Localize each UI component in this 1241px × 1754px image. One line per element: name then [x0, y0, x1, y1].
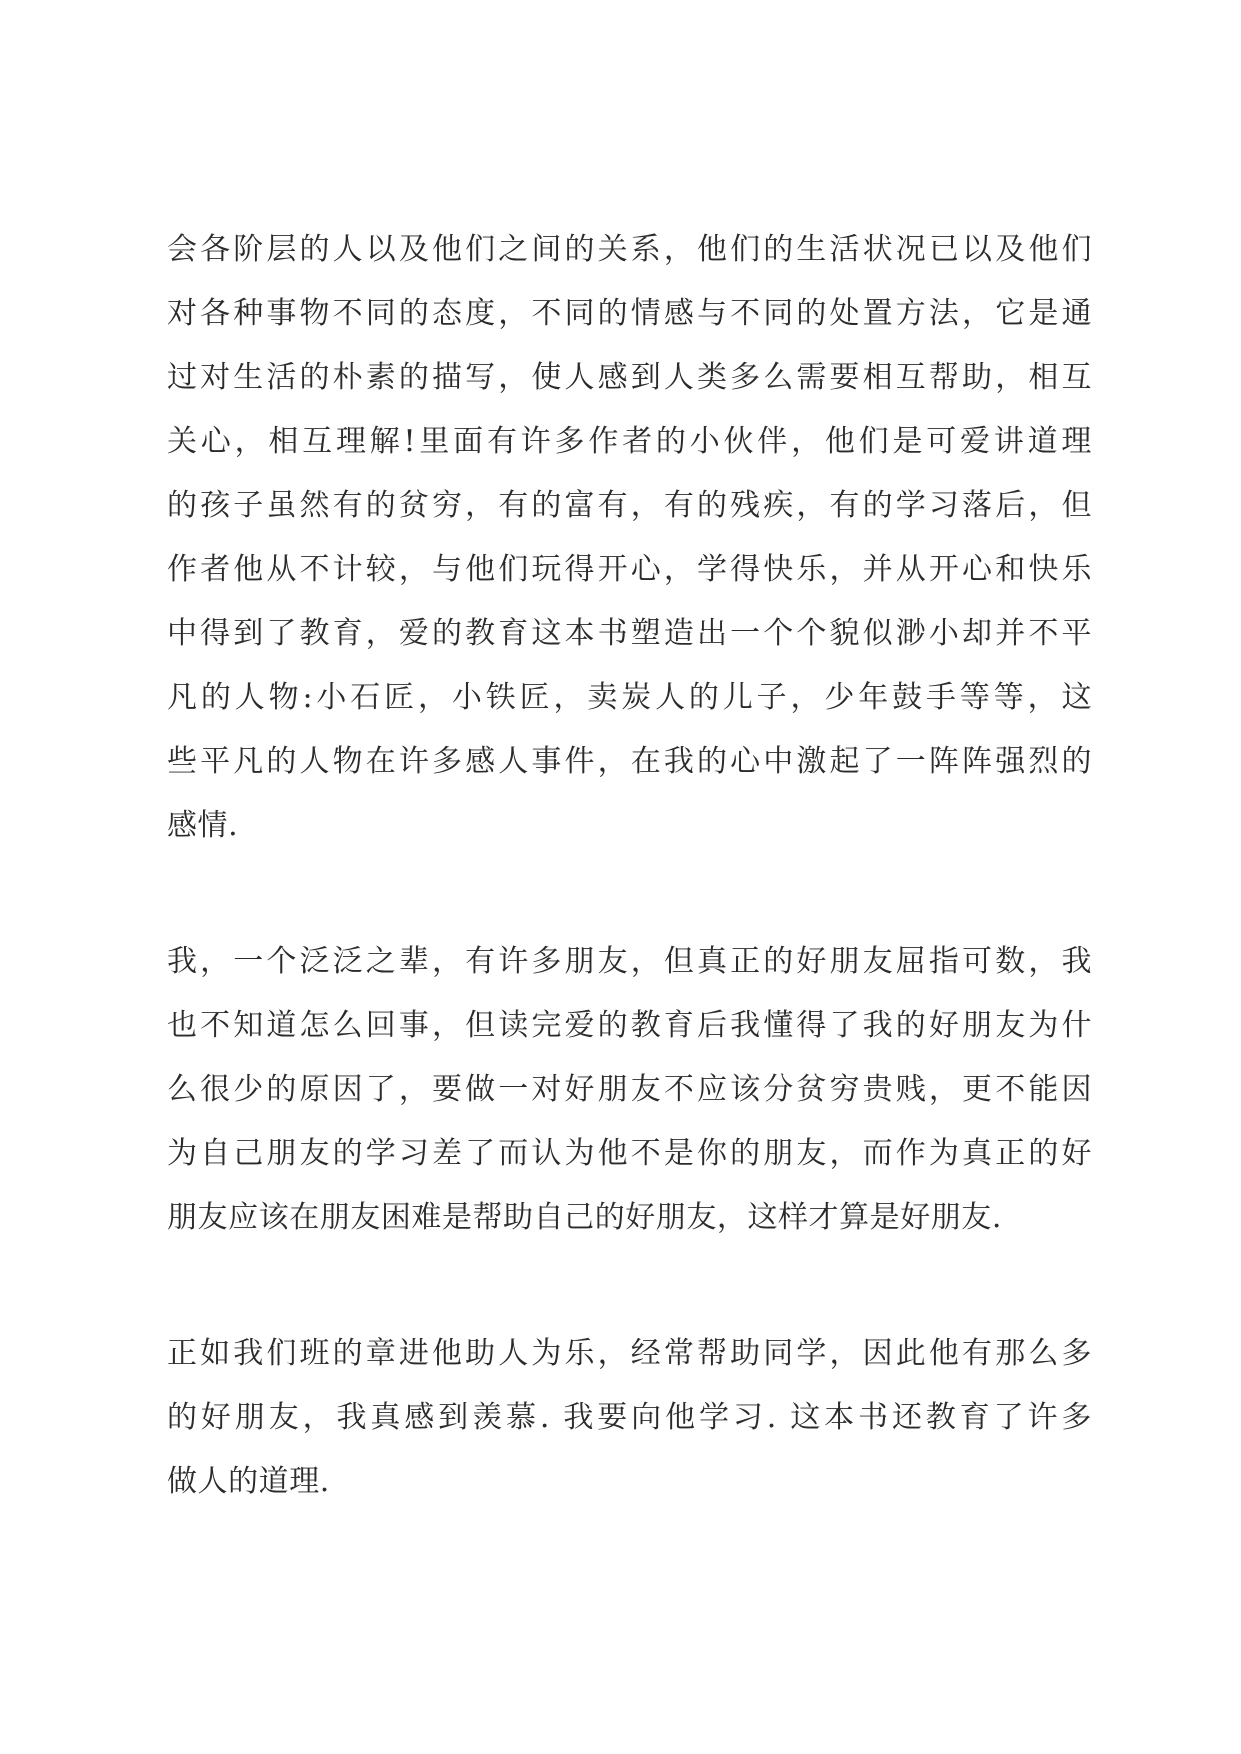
paragraph-line: 中得到了教育，爱的教育这本书塑造出一个个貌似渺小却并不平: [167, 616, 1092, 651]
paragraph-line: 朋友应该在朋友困难是帮助自己的好朋友，这样才算是好朋友.: [167, 1200, 1002, 1235]
paragraph-3: [167, 1322, 1092, 1514]
paragraph-line: 感情.: [167, 808, 239, 843]
paragraph-line: 为自己朋友的学习差了而认为他不是你的朋友，而作为真正的好: [167, 1136, 1092, 1171]
paragraph-1: [167, 218, 1092, 858]
paragraph-line: 过对生活的朴素的描写，使人感到人类多么需要相互帮助，相互: [167, 360, 1092, 395]
paragraph-line: 凡的人物:小石匠，小铁匠，卖炭人的儿子，少年鼓手等等，这: [167, 680, 1092, 715]
paragraph-line: 的好朋友，我真感到羡慕. 我要向他学习. 这本书还教育了许多: [167, 1400, 1092, 1435]
paragraph-line: 些平凡的人物在许多感人事件，在我的心中激起了一阵阵强烈的: [167, 744, 1092, 779]
paragraph-line: 也不知道怎么回事，但读完爱的教育后我懂得了我的好朋友为什: [167, 1008, 1092, 1043]
paragraph-2: [167, 930, 1092, 1250]
paragraph-line: 么很少的原因了，要做一对好朋友不应该分贫穷贵贱，更不能因: [167, 1072, 1092, 1107]
paragraph-line: 对各种事物不同的态度，不同的情感与不同的处置方法，它是通: [167, 296, 1092, 331]
paragraph-line: 的孩子虽然有的贫穷，有的富有，有的残疾，有的学习落后，但: [167, 488, 1092, 523]
paragraph-line: 我，一个泛泛之辈，有许多朋友，但真正的好朋友屈指可数，我: [167, 944, 1092, 979]
paragraph-line: 做人的道理.: [167, 1464, 330, 1499]
paragraph-line: 正如我们班的章进他助人为乐，经常帮助同学，因此他有那么多: [167, 1336, 1092, 1371]
paragraph-line: 会各阶层的人以及他们之间的关系，他们的生活状况已以及他们: [167, 232, 1092, 267]
paragraph-line: 作者他从不计较，与他们玩得开心，学得快乐，并从开心和快乐: [167, 552, 1092, 587]
paragraph-line: 关心，相互理解!里面有许多作者的小伙伴，他们是可爱讲道理: [167, 424, 1092, 459]
